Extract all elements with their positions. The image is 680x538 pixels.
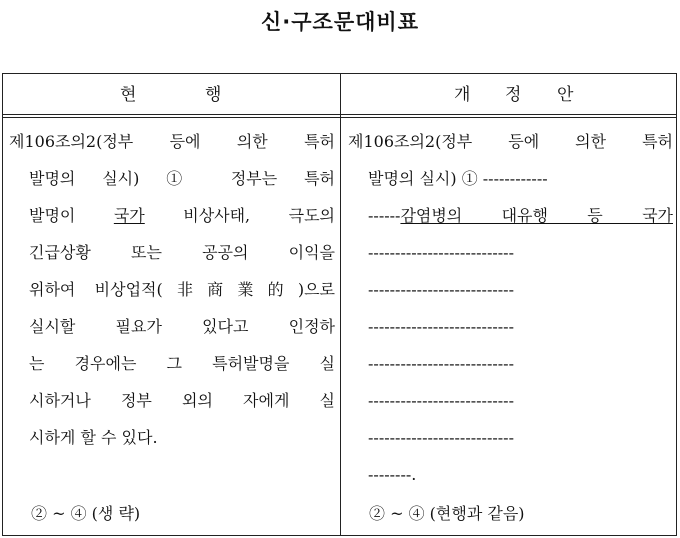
current-underlined-text: 국가 — [113, 206, 145, 225]
header-current — [3, 74, 340, 114]
revised-line: --------. — [368, 465, 417, 484]
revised-line-3-pre: ------ — [368, 206, 401, 225]
revised-last-line: ② ~ ④ (현행과 같음) — [369, 504, 525, 523]
revised-line: --------------------------- — [368, 243, 514, 262]
column-divider — [340, 74, 341, 535]
revised-line — [348, 197, 673, 234]
header-divider-double — [3, 117, 676, 118]
current-line: 시하거나 정부 외의 자에게 실 — [29, 391, 335, 410]
header-revised-char-3: 안 — [557, 85, 574, 105]
document-title: 신·구조문대비표 — [261, 10, 419, 34]
header-divider — [3, 114, 676, 115]
header-current-char-2: 행 — [205, 85, 222, 105]
revised-text-column — [348, 123, 673, 493]
revised-line: --------------------------- — [368, 354, 514, 373]
header-current-char-1: 현 — [120, 85, 137, 105]
current-line: 위하여 비상업적(非商業的)으로 — [29, 280, 335, 299]
current-line: 는 경우에는 그 특허발명을 실 — [29, 354, 335, 373]
current-line: 발명의 실시) ① 정부는 특허 — [29, 169, 335, 188]
current-last-line: ② ~ ④ (생 략) — [31, 504, 141, 523]
current-text-column — [9, 123, 335, 456]
current-line: 긴급상황 또는 공공의 이익을 — [29, 243, 335, 262]
revised-line: --------------------------- — [368, 317, 514, 336]
current-line-3-post: 비상사태, 극도의 — [144, 206, 335, 225]
header-revised-char-2: 정 — [505, 85, 522, 105]
current-line: 제106조의2(정부 등에 의한 특허 — [9, 132, 335, 151]
revised-line: 발명의 실시) ① ------------ — [368, 169, 548, 188]
current-line-3-pre: 발명이 — [29, 206, 114, 225]
header-revised — [341, 74, 676, 114]
comparison-table — [2, 73, 677, 536]
revised-line: --------------------------- — [368, 391, 514, 410]
revised-line: --------------------------- — [368, 428, 514, 447]
revised-line: 제106조의2(정부 등에 의한 특허 — [348, 132, 673, 151]
current-line — [9, 197, 335, 234]
header-revised-char-1: 개 — [454, 85, 471, 105]
current-line: 실시할 필요가 있다고 인정하 — [29, 317, 335, 336]
revised-line: --------------------------- — [368, 280, 514, 299]
revised-underlined-text: 감염병의 대유행 등 국가 — [400, 206, 673, 225]
current-line: 시하게 할 수 있다. — [29, 428, 158, 447]
